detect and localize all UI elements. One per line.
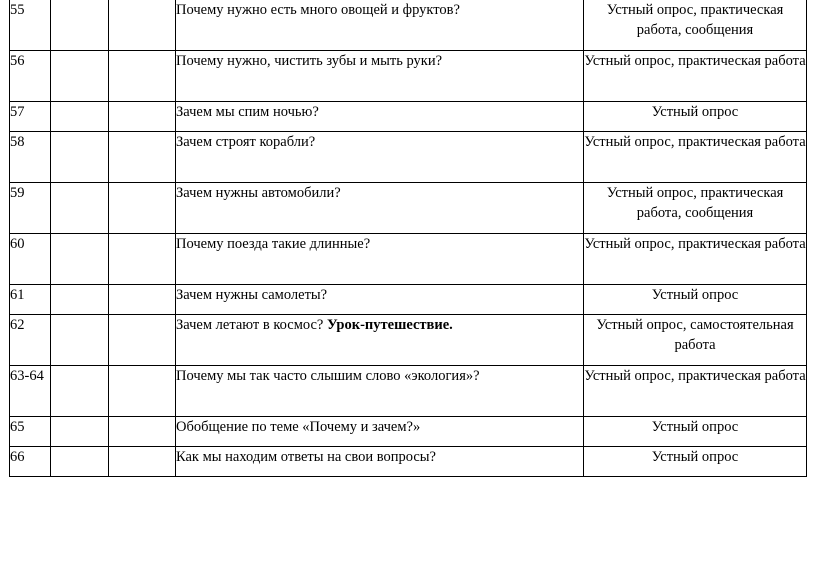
table-row bbox=[10, 102, 807, 132]
table-row bbox=[10, 417, 807, 447]
control-form: Устный опрос bbox=[584, 447, 807, 477]
date-plan-cell bbox=[51, 183, 109, 234]
date-fact-cell bbox=[109, 132, 176, 183]
control-form: Устный опрос, практическая работа bbox=[584, 366, 807, 417]
date-plan-cell bbox=[51, 285, 109, 315]
date-plan-cell bbox=[51, 132, 109, 183]
lesson-number: 55 bbox=[10, 0, 51, 51]
date-fact-cell bbox=[109, 447, 176, 477]
lesson-number: 61 bbox=[10, 285, 51, 315]
control-form: Устный опрос, практическая работа bbox=[584, 234, 807, 285]
lesson-topic: Почему нужно, чистить зубы и мыть руки? bbox=[176, 51, 584, 102]
lesson-topic: Зачем летают в космос? Урок-путешествие. bbox=[176, 315, 584, 366]
date-plan-cell bbox=[51, 0, 109, 51]
lesson-topic: Зачем строят корабли? bbox=[176, 132, 584, 183]
date-fact-cell bbox=[109, 0, 176, 51]
lesson-topic: Как мы находим ответы на свои вопросы? bbox=[176, 447, 584, 477]
table-row bbox=[10, 51, 807, 102]
control-form: Устный опрос, практическая работа, сообщения bbox=[584, 183, 807, 234]
lesson-number: 66 bbox=[10, 447, 51, 477]
date-plan-cell bbox=[51, 51, 109, 102]
lesson-number: 56 bbox=[10, 51, 51, 102]
date-fact-cell bbox=[109, 102, 176, 132]
table-row bbox=[10, 132, 807, 183]
control-form: Устный опрос, практическая работа, сообщения bbox=[584, 0, 807, 51]
date-fact-cell bbox=[109, 315, 176, 366]
date-plan-cell bbox=[51, 366, 109, 417]
lesson-number: 59 bbox=[10, 183, 51, 234]
control-form: Устный опрос, практическая работа bbox=[584, 132, 807, 183]
date-plan-cell bbox=[51, 102, 109, 132]
table-row bbox=[10, 0, 807, 51]
lesson-topic: Почему поезда такие длинные? bbox=[176, 234, 584, 285]
date-plan-cell bbox=[51, 447, 109, 477]
control-form: Устный опрос bbox=[584, 102, 807, 132]
lesson-topic: Зачем нужны автомобили? bbox=[176, 183, 584, 234]
control-form: Устный опрос, самостоятельная работа bbox=[584, 315, 807, 366]
date-plan-cell bbox=[51, 234, 109, 285]
date-fact-cell bbox=[109, 234, 176, 285]
control-form: Устный опрос bbox=[584, 285, 807, 315]
date-fact-cell bbox=[109, 51, 176, 102]
lesson-number: 57 bbox=[10, 102, 51, 132]
lessons-table bbox=[9, 0, 807, 477]
control-form: Устный опрос bbox=[584, 417, 807, 447]
date-plan-cell bbox=[51, 417, 109, 447]
lesson-topic: Почему мы так часто слышим слово «экология»? bbox=[176, 366, 584, 417]
date-plan-cell bbox=[51, 315, 109, 366]
lesson-topic: Обобщение по теме «Почему и зачем?» bbox=[176, 417, 584, 447]
lesson-topic: Зачем нужны самолеты? bbox=[176, 285, 584, 315]
table-row bbox=[10, 447, 807, 477]
date-fact-cell bbox=[109, 417, 176, 447]
lesson-number: 58 bbox=[10, 132, 51, 183]
table-row bbox=[10, 234, 807, 285]
table-row bbox=[10, 315, 807, 366]
lesson-number: 65 bbox=[10, 417, 51, 447]
control-form: Устный опрос, практическая работа bbox=[584, 51, 807, 102]
lesson-number: 62 bbox=[10, 315, 51, 366]
table-row bbox=[10, 183, 807, 234]
table-row bbox=[10, 285, 807, 315]
date-fact-cell bbox=[109, 366, 176, 417]
lesson-number: 60 bbox=[10, 234, 51, 285]
table-row bbox=[10, 366, 807, 417]
date-fact-cell bbox=[109, 285, 176, 315]
lesson-topic: Почему нужно есть много овощей и фруктов? bbox=[176, 0, 584, 51]
lesson-topic: Зачем мы спим ночью? bbox=[176, 102, 584, 132]
lesson-number: 63-64 bbox=[10, 366, 51, 417]
date-fact-cell bbox=[109, 183, 176, 234]
